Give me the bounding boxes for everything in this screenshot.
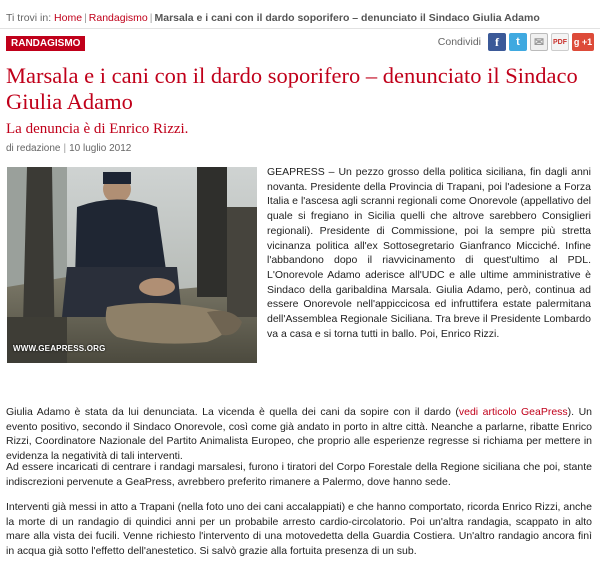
breadcrumb-category-link[interactable]: Randagismo: [88, 12, 148, 24]
divider: [0, 28, 600, 29]
photo-watermark: WWW.GEAPRESS.ORG: [13, 344, 106, 353]
article-subtitle: La denuncia è di Enrico Rizzi.: [6, 121, 189, 137]
category-badge[interactable]: RANDAGISMO: [6, 36, 85, 51]
article-title: Marsala e i cani con il dardo soporifero – denunciato il Sindaco Giulia Adamo: [6, 63, 578, 114]
breadcrumb-prefix: Ti trovi in:: [6, 12, 52, 24]
article-date: 10 luglio 2012: [69, 143, 132, 154]
share-bar: [438, 33, 594, 51]
article-meta: [6, 143, 131, 154]
share-label: Condividi: [437, 36, 481, 48]
meta-separator: |: [63, 143, 67, 154]
facebook-icon[interactable]: f: [488, 33, 506, 51]
paragraph-text: ). Un evento positivo, secondo il Sindaco Onorevole, così come già andato in porto in altre città. Neanche a parlarne, ribatte Enrico Rizzi, Coordinatore Nazionale del Partito Animalista Europeo, che proprio alle esperienze regresse si richiama per mettere in evidenza la negatività di tali interventi.: [6, 406, 592, 463]
breadcrumb-current: Marsala e i cani con il dardo soporifero – denunciato il Sindaco Giulia Adamo: [154, 12, 540, 24]
breadcrumb: [6, 12, 540, 24]
paragraph-text: Giulia Adamo è stata da lui denunciata. La vicenda è quella dei cani da sopire con il dardo (: [6, 406, 459, 418]
pdf-icon[interactable]: PDF: [551, 33, 569, 51]
related-article-link[interactable]: vedi articolo GeaPress: [458, 406, 568, 418]
article-author: di redazione: [6, 143, 61, 154]
twitter-icon[interactable]: t: [509, 33, 527, 51]
article-paragraph: Interventi già messi in atto a Trapani (nella foto uno dei cani accalappiati) e che hanno comportato, ricorda Enrico Rizzi, anche la morte di un randagio di quindici anni per un probabile arresto cardio-circolatorio. Poi un'altra randagia, scappato in alto mare alla vista dei fucili. Venne richiesto l'intervento di una motovedetta della Guardia Costiera. Un'altro randagio ancora finì in acqua già sotto l'effetto dell'anestetico. Si salvò grazie alla fortuita presenza di un sub.: [6, 501, 592, 558]
google-plus-icon[interactable]: g +1: [572, 33, 594, 51]
article-photo: [7, 167, 257, 363]
breadcrumb-home-link[interactable]: Home: [54, 12, 83, 24]
article-paragraph: [6, 405, 592, 464]
article-intro: GEAPRESS – Un pezzo grosso della politica siciliana, fin dagli anni novanta. Presidente della Provincia di Trapani, poi l'adesione a Forza Italia e l'ascesa agli scranni regionali come Onorevole (appellativo del quale si fregiano in Sicilia quelli che altrove sarebbero Consiglieri regionali). Presidente di Commissione, poi la sempre più stretta vicinanza politica all'ex Sottosegretario Gianfranco Micciché. Infine l'abbandono dopo il riavvicinamento di quest'ultimo al PDL. L'Onorevole Adamo aderisce all'UDC e alle ultime amministrative è Sindaco della garibaldina Marsala. Giulia Adamo, però, continua ad essere Onorevole nell'appiccicosa ed infruttifera estate palermitana dell'Assemblea Regionale Siciliana. Tra breve il Presidente Lombardo va a casa e si torna tutti in ballo. Poi, Enrico Rizzi.: [267, 166, 591, 340]
email-icon[interactable]: ✉: [530, 33, 548, 51]
breadcrumb-separator: |: [149, 12, 153, 24]
article-paragraph: Ad essere incaricati di centrare i randagi marsalesi, furono i tiratori del Corpo Forestale della Regione siciliana che poi, stante indiscrezioni pervenute a GeaPress, avrebbero preferito rimanere a Palermo, dove hanno sede.: [6, 461, 592, 488]
photo-illustration: [7, 167, 257, 363]
breadcrumb-separator: |: [84, 12, 87, 24]
